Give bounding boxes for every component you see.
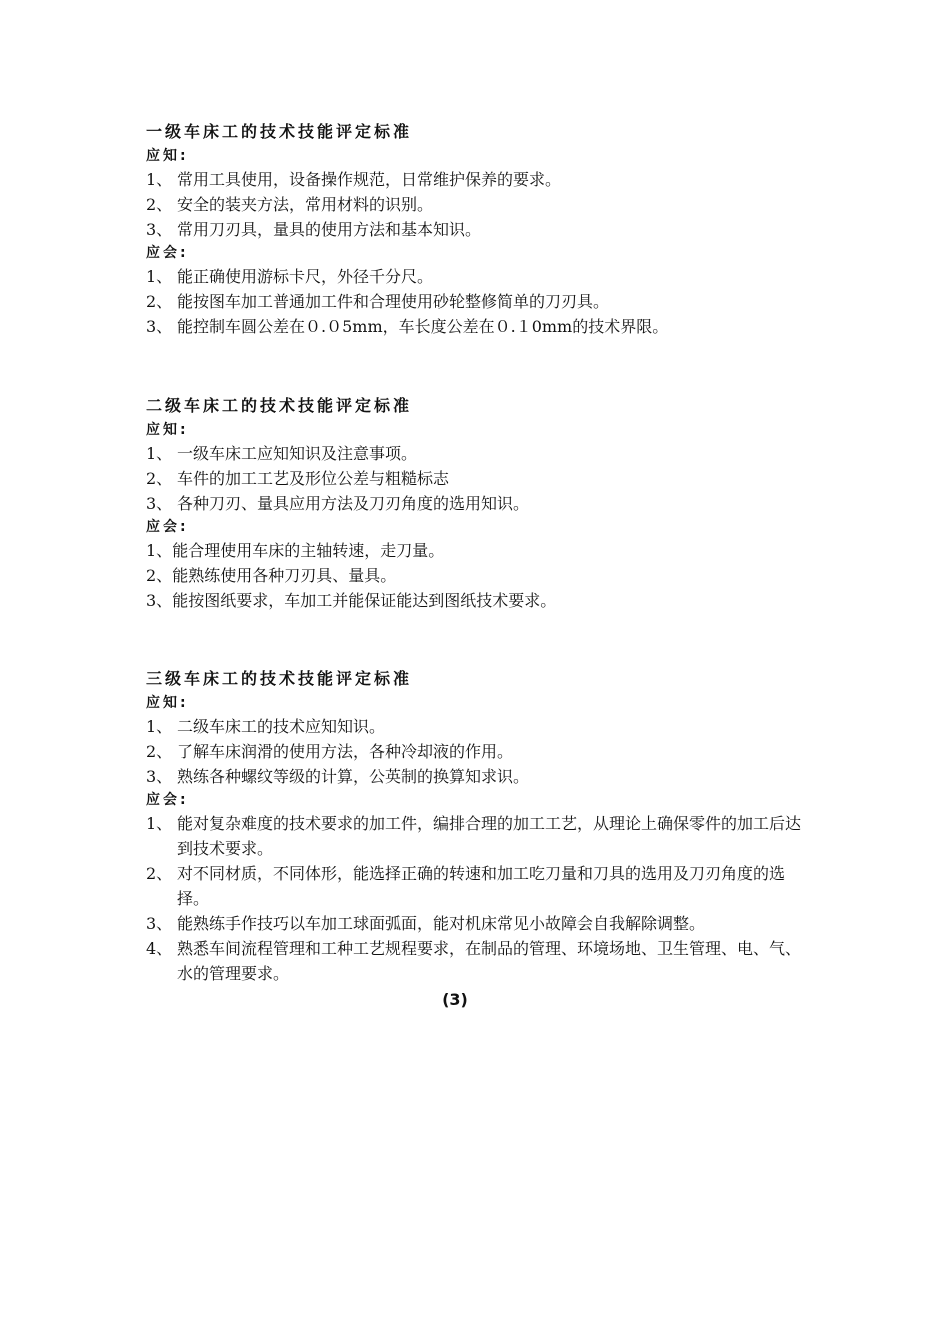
list-item [146,739,816,764]
item-number: 2、 [146,742,173,761]
list-item [146,811,816,861]
list-item [146,563,816,588]
list-item [146,911,816,936]
list-item [146,466,816,491]
list-item [146,289,816,314]
item-number: 2、 [146,195,173,214]
item-number: 1、 [146,541,173,560]
list-item [146,314,816,339]
item-text: 各种刀刃、量具应用方法及刀刃角度的选用知识。 [177,494,530,513]
item-text: 熟练各种螺纹等级的计算，公英制的换算知求识。 [177,767,530,786]
item-text: 能合理使用车床的主轴转速，走刀量。 [172,541,445,560]
item-text: 对不同材质，不同体形，能选择正确的转速和加工吃刀量和刀具的选用及刀刃角度的选择。 [177,864,786,908]
know-heading: 应知: [146,695,189,711]
item-text: 能熟练手作技巧以车加工球面弧面，能对机床常见小故障会自我解除调整。 [177,914,706,933]
section-level-3 [146,666,816,986]
item-text: 熟悉车间流程管理和工种工艺规程要求，在制品的管理、环境场地、卫生管理、电、气、水的管理要求。 [177,939,802,983]
item-number: 1、 [146,444,173,463]
item-number: 1、 [146,814,173,833]
list-item [146,861,816,911]
item-number: 3、 [146,494,173,513]
item-number: 3、 [146,767,173,786]
item-text: 能对复杂难度的技术要求的加工件，编排合理的加工工艺，从理论上确保零件的加工后达到技术要求。 [177,814,802,858]
skill-heading: 应会: [146,245,189,261]
list-item [146,264,816,289]
list-item [146,764,816,789]
item-number: 1、 [146,717,173,736]
item-number: 4、 [146,939,173,958]
item-number: 2、 [146,292,173,311]
item-text: 了解车床润滑的使用方法，各种冷却液的作用。 [177,742,514,761]
item-number: 3、 [146,317,173,336]
section-title: 一级车床工的技术技能评定标准 [146,122,413,141]
list-item [146,588,816,613]
skill-heading: 应会: [146,792,189,808]
item-number: 3、 [146,220,173,239]
item-number: 1、 [146,170,173,189]
item-text: 安全的装夹方法，常用材料的识别。 [177,195,434,214]
list-item [146,217,816,242]
list-item [146,538,816,563]
item-number: 1、 [146,267,173,286]
item-text: 能正确使用游标卡尺，外径千分尺。 [177,267,434,286]
list-item [146,167,816,192]
item-text: 能控制车圆公差在０.０5mm，车长度公差在０.１0mm的技术界限。 [177,317,669,336]
item-text: 常用刀刃具，量具的使用方法和基本知识。 [177,220,482,239]
page-number: (3) [442,990,468,1009]
list-item [146,491,816,516]
section-title: 三级车床工的技术技能评定标准 [146,669,413,688]
list-item [146,192,816,217]
item-number: 2、 [146,864,173,883]
item-text: 能熟练使用各种刀刃具、量具。 [172,566,397,585]
item-number: 3、 [146,591,173,610]
item-number: 2、 [146,566,173,585]
skill-heading: 应会: [146,519,189,535]
section-level-1 [146,119,816,339]
item-text: 车件的加工工艺及形位公差与粗糙标志 [177,469,450,488]
item-text: 一级车床工应知知识及注意事项。 [177,444,418,463]
list-item [146,936,816,986]
item-number: 3、 [146,914,173,933]
section-title: 二级车床工的技术技能评定标准 [146,396,413,415]
item-number: 2、 [146,469,173,488]
know-heading: 应知: [146,148,189,164]
list-item [146,714,816,739]
item-text: 常用工具使用，设备操作规范，日常维护保养的要求。 [177,170,562,189]
list-item [146,441,816,466]
item-text: 能按图车加工普通加工件和合理使用砂轮整修简单的刀刃具。 [177,292,610,311]
know-heading: 应知: [146,422,189,438]
item-text: 二级车床工的技术应知知识。 [177,717,386,736]
section-level-2 [146,393,816,613]
item-text: 能按图纸要求，车加工并能保证能达到图纸技术要求。 [172,591,557,610]
